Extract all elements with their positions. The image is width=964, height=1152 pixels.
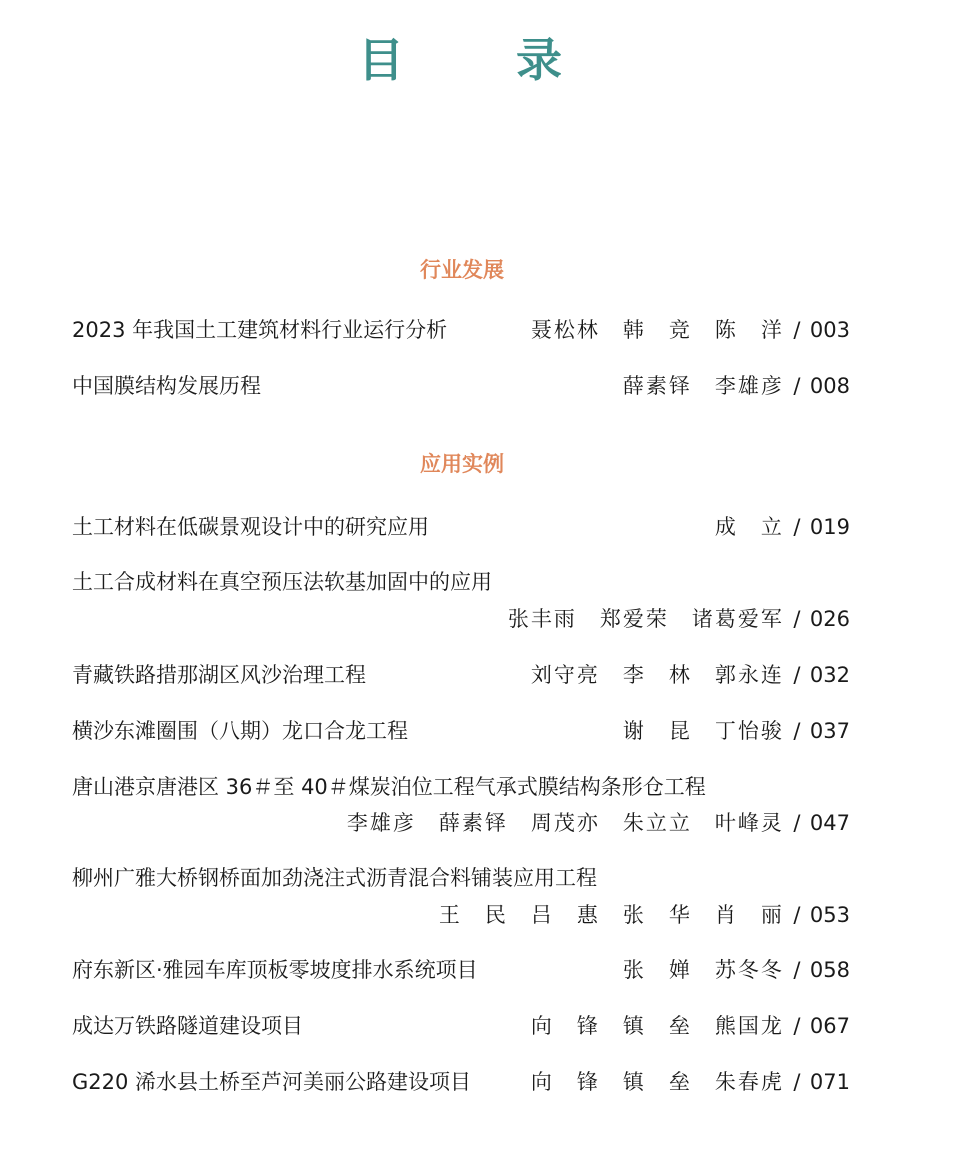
toc-entry-title-line[interactable] bbox=[72, 863, 850, 893]
entry-authors: 向 锋 镇 垒 熊国龙 bbox=[530, 1014, 784, 1038]
entry-title: 青藏铁路措那湖区风沙治理工程 bbox=[72, 663, 366, 687]
entry-title: 柳州广雅大桥钢桥面加劲浇注式沥青混合料铺装应用工程 bbox=[72, 866, 597, 890]
entry-authors: 聂松林 韩 竞 陈 洋 bbox=[530, 318, 784, 342]
entry-title: 土工合成材料在真空预压法软基加固中的应用 bbox=[72, 570, 492, 594]
toc-entry-title-line[interactable] bbox=[72, 567, 850, 597]
toc-entry-title-line[interactable] bbox=[72, 772, 850, 802]
separator: / bbox=[793, 719, 801, 743]
entry-title: 横沙东滩圈围（八期）龙口合龙工程 bbox=[72, 719, 408, 743]
entry-authors: 张丰雨 郑爱荣 诸葛爱军 bbox=[507, 607, 784, 631]
toc-entry[interactable] bbox=[72, 1011, 850, 1041]
separator: / bbox=[793, 318, 801, 342]
toc-title-right: 录 bbox=[516, 33, 562, 87]
entry-title: 2023 年我国土工建筑材料行业运行分析 bbox=[72, 318, 448, 342]
toc-entry-authors-line bbox=[72, 808, 850, 838]
entry-title: 土工材料在低碳景观设计中的研究应用 bbox=[72, 515, 429, 539]
entry-page: 019 bbox=[809, 515, 850, 539]
entry-authors: 向 锋 镇 垒 朱春虎 bbox=[530, 1070, 784, 1094]
section-heading-cases: 应用实例 bbox=[420, 451, 504, 476]
entry-authors: 谢 昆 丁怡骏 bbox=[622, 719, 784, 743]
entry-title: G220 浠水县土桥至芦河美丽公路建设项目 bbox=[72, 1070, 472, 1094]
toc-title-left: 目 bbox=[358, 33, 404, 87]
entry-page: 071 bbox=[809, 1070, 850, 1094]
entry-title: 府东新区·雅园车库顶板零坡度排水系统项目 bbox=[72, 958, 478, 982]
separator: / bbox=[793, 903, 801, 927]
toc-entry[interactable] bbox=[72, 315, 850, 345]
toc-entry[interactable] bbox=[72, 1067, 850, 1097]
separator: / bbox=[793, 1014, 801, 1038]
separator: / bbox=[793, 515, 801, 539]
separator: / bbox=[793, 663, 801, 687]
entry-authors: 李雄彦 薛素铎 周茂亦 朱立立 叶峰灵 bbox=[346, 811, 784, 835]
toc-entry[interactable] bbox=[72, 660, 850, 690]
toc-entry[interactable] bbox=[72, 955, 850, 985]
section-heading-industry: 行业发展 bbox=[420, 257, 504, 282]
entry-title: 中国膜结构发展历程 bbox=[72, 374, 261, 398]
toc-entry[interactable] bbox=[72, 716, 850, 746]
separator: / bbox=[793, 374, 801, 398]
toc-entry-authors-line bbox=[72, 604, 850, 634]
entry-authors: 张 婵 苏冬冬 bbox=[622, 958, 784, 982]
entry-page: 008 bbox=[809, 374, 850, 398]
entry-title: 成达万铁路隧道建设项目 bbox=[72, 1014, 303, 1038]
separator: / bbox=[793, 958, 801, 982]
entry-title: 唐山港京唐港区 36＃至 40＃煤炭泊位工程气承式膜结构条形仓工程 bbox=[72, 775, 706, 799]
entry-page: 003 bbox=[809, 318, 850, 342]
toc-entry-authors-line bbox=[72, 900, 850, 930]
entry-page: 053 bbox=[809, 903, 850, 927]
entry-page: 047 bbox=[809, 811, 850, 835]
entry-page: 026 bbox=[809, 607, 850, 631]
toc-entry[interactable] bbox=[72, 512, 850, 542]
separator: / bbox=[793, 1070, 801, 1094]
entry-authors: 王 民 吕 惠 张 华 肖 丽 bbox=[438, 903, 784, 927]
separator: / bbox=[793, 607, 801, 631]
toc-title bbox=[0, 30, 964, 90]
toc-entry[interactable] bbox=[72, 371, 850, 401]
entry-authors: 刘守亮 李 林 郭永连 bbox=[530, 663, 784, 687]
entry-authors: 薛素铎 李雄彦 bbox=[622, 374, 784, 398]
entry-page: 067 bbox=[809, 1014, 850, 1038]
separator: / bbox=[793, 811, 801, 835]
entry-page: 058 bbox=[809, 958, 850, 982]
entry-page: 037 bbox=[809, 719, 850, 743]
entry-authors: 成 立 bbox=[714, 515, 784, 539]
entry-page: 032 bbox=[809, 663, 850, 687]
